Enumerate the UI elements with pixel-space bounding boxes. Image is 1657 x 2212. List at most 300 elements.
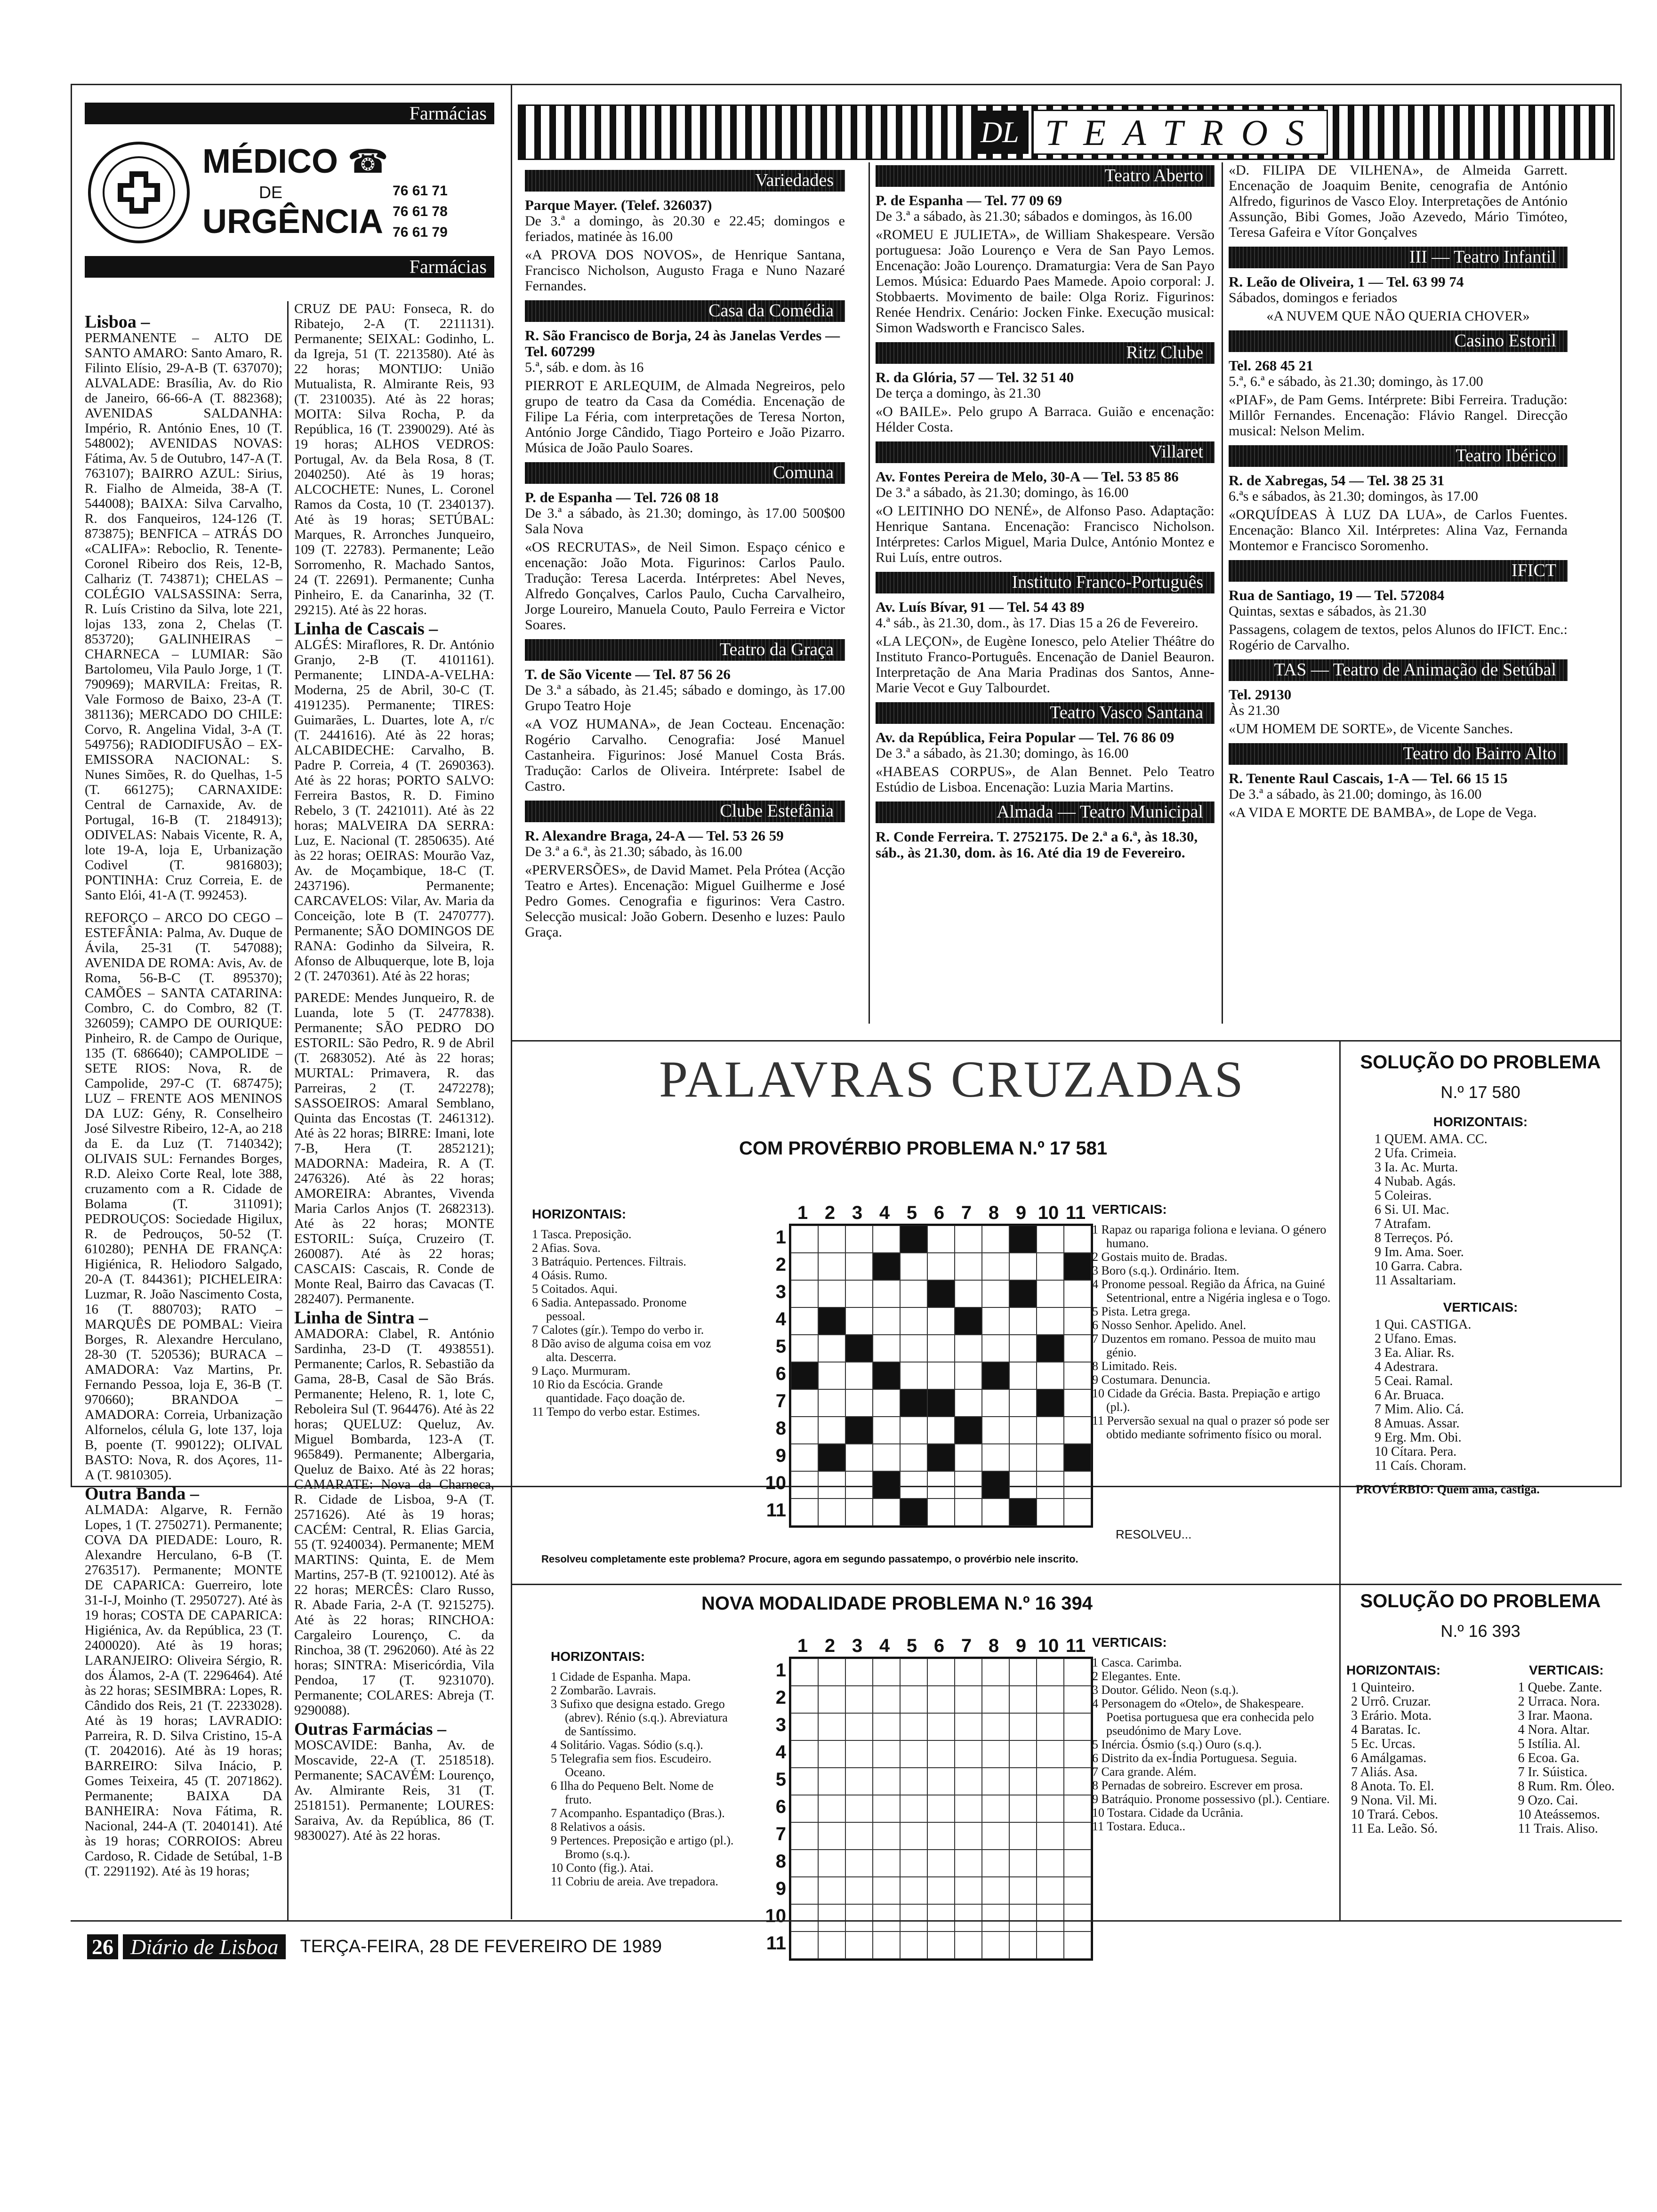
grid-cell[interactable] [982, 1444, 1009, 1471]
grid-cell[interactable] [1064, 1904, 1091, 1931]
problem-subtitle: NOVA MODALIDADE PROBLEMA N.º 16 394 [701, 1593, 1093, 1614]
grid-cell[interactable] [982, 1713, 1009, 1740]
grid-cell[interactable] [927, 1740, 955, 1768]
grid-cell[interactable] [845, 1768, 873, 1795]
grid-cell[interactable] [900, 1417, 927, 1444]
grid-cell[interactable] [927, 1850, 955, 1877]
grid-cell[interactable] [900, 1389, 927, 1417]
grid-cell[interactable] [845, 1686, 873, 1713]
grid-cell[interactable] [982, 1280, 1009, 1307]
grid-cell[interactable] [845, 1389, 873, 1417]
grid-cell[interactable] [845, 1931, 873, 1959]
grid-cell[interactable] [955, 1280, 982, 1307]
grid-cell[interactable] [900, 1877, 927, 1904]
grid-cell[interactable] [1009, 1850, 1037, 1877]
grid-cell[interactable] [900, 1280, 927, 1307]
grid-cell[interactable] [1037, 1795, 1064, 1822]
grid-cell[interactable] [927, 1389, 955, 1417]
grid-cell[interactable] [982, 1686, 1009, 1713]
grid-cell[interactable] [791, 1659, 818, 1686]
grid-cell[interactable] [982, 1740, 1009, 1768]
grid-cell[interactable] [818, 1499, 845, 1526]
grid-cell[interactable] [955, 1307, 982, 1335]
grid-cell[interactable] [900, 1713, 927, 1740]
grid-cell[interactable] [1064, 1253, 1091, 1280]
grid-cell[interactable] [955, 1417, 982, 1444]
grid-cell[interactable] [900, 1307, 927, 1335]
verticais-label: VERTICAIS: [1092, 1202, 1167, 1217]
solution-entry: 4 Nora. Altar. [1518, 1723, 1590, 1737]
column-number: 1 [797, 1635, 808, 1656]
grid-cell[interactable] [873, 1335, 900, 1362]
grid-cell[interactable] [873, 1389, 900, 1417]
grid-cell[interactable] [1037, 1253, 1064, 1280]
grid-cell[interactable] [900, 1768, 927, 1795]
grid-cell[interactable] [982, 1307, 1009, 1335]
grid-cell[interactable] [818, 1768, 845, 1795]
grid-cell[interactable] [873, 1795, 900, 1822]
cross1-grid [763, 1202, 1093, 1528]
grid-cell[interactable] [1064, 1850, 1091, 1877]
grid-cell[interactable] [818, 1822, 845, 1850]
grid-cell[interactable] [845, 1795, 873, 1822]
grid-cell[interactable] [1037, 1417, 1064, 1444]
grid-cell[interactable] [873, 1444, 900, 1471]
grid-cell[interactable] [900, 1226, 927, 1253]
grid-cell[interactable] [1064, 1280, 1091, 1307]
theatre-name-bar: Ritz Clube [876, 342, 1215, 364]
grid-cell[interactable] [982, 1904, 1009, 1931]
grid-cell[interactable] [845, 1877, 873, 1904]
grid-cell[interactable] [791, 1850, 818, 1877]
grid-cell[interactable] [900, 1659, 927, 1686]
grid-cell[interactable] [873, 1471, 900, 1499]
grid-cell[interactable] [1009, 1686, 1037, 1713]
grid-cell[interactable] [791, 1389, 818, 1417]
grid-cell[interactable] [791, 1280, 818, 1307]
grid-cell[interactable] [982, 1389, 1009, 1417]
grid-cell[interactable] [791, 1226, 818, 1253]
grid-cell[interactable] [1009, 1768, 1037, 1795]
grid-cell[interactable] [955, 1713, 982, 1740]
grid-cell[interactable] [873, 1904, 900, 1931]
clue: 1 Cidade de Espanha. Mapa. [551, 1670, 691, 1683]
grid-cell[interactable] [900, 1444, 927, 1471]
theatre-name-bar: III — Teatro Infantil [1229, 247, 1568, 268]
column-number: 7 [961, 1635, 972, 1656]
theatre-address: R. Leão de Oliveira, 1 — Tel. 63 99 74 [1229, 273, 1464, 290]
grid-cell[interactable] [927, 1471, 955, 1499]
theatre-show: «ROMEU E JULIETA», de William Shakespeare. Versão portuguesa: João Lourenço e Vera de San Payo Lemos. Encenação: João Lourenço. Dramaturgia: Vera de San Payo Lemos. Música: Eduardo Paes Mamede. Apoio corporal: J. Stobbaerts. Movimento de baile: Olga Roriz. Figurinos: Renée Hendrix. Cenário: Jocken Finke. Execução musical: Simon Wadsworth e Francisco Sales. [876, 227, 1215, 336]
grid-cell[interactable] [1064, 1877, 1091, 1904]
grid-cell[interactable] [873, 1307, 900, 1335]
theatre-show: «O BAILE». Pelo grupo A Barraca. Guião e encenação: Hélder Costa. [876, 404, 1215, 435]
theatre-schedule: Quintas, sextas e sábados, às 21.30 [1229, 603, 1426, 619]
clue: 3 Doutor. Gélido. Neon (s.q.). [1092, 1683, 1239, 1697]
clue: 3 Boro (s.q.). Ordinário. Item. [1092, 1264, 1239, 1277]
grid-cell[interactable] [1064, 1931, 1091, 1959]
grid-cell[interactable] [845, 1417, 873, 1444]
grid-cell[interactable] [1064, 1659, 1091, 1686]
grid-cell[interactable] [927, 1417, 955, 1444]
grid-cell[interactable] [791, 1904, 818, 1931]
solution-entry: 1 Quebe. Zante. [1518, 1680, 1602, 1695]
grid-cell[interactable] [791, 1253, 818, 1280]
clue: 6 Ilha do Pequeno Belt. Nome de fruto. [551, 1779, 714, 1806]
grid-cell[interactable] [1037, 1768, 1064, 1795]
grid-cell[interactable] [1009, 1877, 1037, 1904]
grid-cell[interactable] [845, 1499, 873, 1526]
grid-cell[interactable] [818, 1877, 845, 1904]
grid-cell[interactable] [845, 1335, 873, 1362]
grid-cell[interactable] [845, 1713, 873, 1740]
row-number: 11 [766, 1933, 786, 1954]
urgencia-label: URGÊNCIA [202, 203, 384, 240]
grid-cell[interactable] [845, 1659, 873, 1686]
grid-cell[interactable] [873, 1822, 900, 1850]
grid-cell[interactable] [1009, 1659, 1037, 1686]
grid-cell[interactable] [927, 1307, 955, 1335]
column-number: 10 [1038, 1635, 1059, 1656]
clue: 10 Rio da Escócia. Grande quantidade. Faço doação de. [532, 1378, 685, 1405]
grid-cell[interactable] [1064, 1471, 1091, 1499]
solution-entry: 3 Erário. Mota. [1351, 1708, 1432, 1723]
teatros-col-c [1229, 162, 1568, 1024]
grid-cell[interactable] [1037, 1335, 1064, 1362]
grid-cell[interactable] [791, 1444, 818, 1471]
grid-cell[interactable] [791, 1307, 818, 1335]
grid-cell[interactable] [791, 1417, 818, 1444]
grid-cell[interactable] [1037, 1850, 1064, 1877]
grid-cell[interactable] [927, 1226, 955, 1253]
grid-cell[interactable] [1037, 1931, 1064, 1959]
grid-cell[interactable] [1064, 1768, 1091, 1795]
grid-cell[interactable] [955, 1795, 982, 1822]
grid-cell[interactable] [845, 1471, 873, 1499]
grid-cell[interactable] [873, 1280, 900, 1307]
grid-cell[interactable] [1064, 1417, 1091, 1444]
region-heading: Outras Farmácias – [294, 1719, 446, 1739]
grid-cell[interactable] [1037, 1280, 1064, 1307]
grid-cell[interactable] [818, 1931, 845, 1959]
grid-cell[interactable] [900, 1471, 927, 1499]
grid-cell[interactable] [1064, 1389, 1091, 1417]
grid-cell[interactable] [1037, 1740, 1064, 1768]
grid-cell[interactable] [1009, 1822, 1037, 1850]
grid-cell[interactable] [927, 1499, 955, 1526]
grid-cell[interactable] [900, 1850, 927, 1877]
grid-cell[interactable] [845, 1280, 873, 1307]
grid-cell[interactable] [1037, 1686, 1064, 1713]
grid-cell[interactable] [955, 1389, 982, 1417]
grid-cell[interactable] [955, 1768, 982, 1795]
pharmacy-list: AMADORA: Clabel, R. António Sardinha, 23-D (T. 4938551). Permanente; Carlos, R. Sebastião da Gama, 28-B, Casal de São Brás. Permanente; Heleno, R. 1, lote C, Reboleira Sul (T. 964476). Até às 22 horas; QUELUZ: Queluz, Av. Miguel Bombarda, 123-A (T. 965849). Permanente; Albergaria, Queluz de Baixo. Até às 22 horas; CAMARATE: Nova da Charneca, R. Cidade de Lisboa, 9-A (T. 2571626). Até às 19 horas; CACÉM: Central, R. Elias Garcia, 55 (T. 9240034). Permanente; MEM MARTINS: Quinta, E. de Mem Martins, 257-B (T. 9210012). Até às 22 horas; MERCÊS: Claro Russo, R. Abade Faria, 2-A (T. 9215275). Até às 22 horas; RINCHOA: Cargaleiro Lourenço, C. da Rinchoa, 38 (T. 2962060). Até às 22 horas; SINTRA: Misericórdia, Vila Pendoa, 17 (T. 9231070). Permanente; COLARES: Abreja (T. 9290088). [294, 1326, 494, 1718]
grid-cell[interactable] [955, 1226, 982, 1253]
grid-cell[interactable] [1009, 1280, 1037, 1307]
grid-cell[interactable] [791, 1686, 818, 1713]
grid-cell[interactable] [845, 1253, 873, 1280]
grid-cell[interactable] [927, 1795, 955, 1822]
grid-cell[interactable] [982, 1362, 1009, 1389]
grid-cell[interactable] [1009, 1226, 1037, 1253]
grid-cell[interactable] [1064, 1335, 1091, 1362]
grid-cell[interactable] [955, 1686, 982, 1713]
grid-cell[interactable] [1064, 1307, 1091, 1335]
grid-cell[interactable] [927, 1713, 955, 1740]
grid-cell[interactable] [982, 1659, 1009, 1686]
grid-cell[interactable] [818, 1417, 845, 1444]
grid-cell[interactable] [818, 1740, 845, 1768]
grid-cell[interactable] [818, 1659, 845, 1686]
issue-date: TERÇA-FEIRA, 28 DE FEVEREIRO DE 1989 [300, 1937, 662, 1956]
clue: 5 Inércia. Ósmio (s.q.) Ouro (s.q.). [1092, 1738, 1262, 1751]
grid-cell[interactable] [791, 1877, 818, 1904]
grid-cell[interactable] [818, 1686, 845, 1713]
grid-cell[interactable] [1009, 1417, 1037, 1444]
grid-cell[interactable] [927, 1444, 955, 1471]
column-number: 6 [933, 1635, 945, 1656]
grid-cell[interactable] [982, 1931, 1009, 1959]
grid-cell[interactable] [845, 1740, 873, 1768]
grid-cell[interactable] [955, 1659, 982, 1686]
grid-cell[interactable] [818, 1280, 845, 1307]
grid-cell[interactable] [1037, 1226, 1064, 1253]
grid-cell[interactable] [900, 1499, 927, 1526]
grid-cell[interactable] [927, 1335, 955, 1362]
grid-cell[interactable] [791, 1362, 818, 1389]
grid-cell[interactable] [818, 1904, 845, 1931]
grid-cell[interactable] [873, 1850, 900, 1877]
grid-cell[interactable] [1009, 1253, 1037, 1280]
grid-cell[interactable] [845, 1226, 873, 1253]
grid-cell[interactable] [818, 1307, 845, 1335]
grid-cell[interactable] [873, 1417, 900, 1444]
solution-entry: 8 Rum. Rm. Óleo. [1518, 1779, 1615, 1794]
grid-cell[interactable] [1009, 1444, 1037, 1471]
grid-cell[interactable] [873, 1877, 900, 1904]
grid-cell[interactable] [982, 1226, 1009, 1253]
grid-cell[interactable] [791, 1713, 818, 1740]
grid-cell[interactable] [982, 1822, 1009, 1850]
phone-number: 76 61 79 [393, 224, 448, 240]
grid-cell[interactable] [1064, 1686, 1091, 1713]
row-number: 2 [775, 1254, 786, 1275]
grid-cell[interactable] [818, 1471, 845, 1499]
grid-cell[interactable] [955, 1931, 982, 1959]
pharmacy-list: PERMANENTE – ALTO DE SANTO AMARO: Santo Amaro, R. Filinto Elísio, 29-A-B (T. 637070); ALVALADE: Brasília, Av. do Rio de Janeiro, 66-66-A (T. 882368); AVENIDAS SALDANHA: Império, R. António Enes, 10 (T. 548002); AVENIDAS NOVAS: Fátima, Av. 5 de Outubro, 147-A (T. 763107); BAIRRO AZUL: Sirius, R. Fialho de Almeida, 38-A (T. 544008); BAIXA: Silva Carvalho, R. dos Fanqueiros, 124-126 (T. 873875); BENFICA – ATRÁS DO «CALIFA»: Reboclio, R. Tenente-Coronel Ribeiro dos Reis, 12-B, Calhariz (T. 743871); CHELAS – COLÉGIO VALSASSINA: Serra, R. Luís Cristino da Silva, lote 221, lojas 133, zona 2, Chelas (T. 853720); GALINHEIRAS – CHARNECA – LUMIAR: São Bartolomeu, Vila Paulo Jorge, 1 (T. 790969); MARVILA: Freitas, R. Vale Formoso de Baixo, 23-A (T. 381136); MERCADO DO CHILE: Corvo, R. Angelina Vidal, 3-A (T. 549756); RADIODIFUSÃO – EX-EMISSORA NACIONAL: S. Nunes Simões, R. do Quelhas, 1-5 (T. 661275); CARNAXIDE: Central de Carnaxide, Av. de Portugal, 16-B (T. 2184913); ODIVELAS: Nabais Vicente, R. A, lote 19-A, loja E, Urbanização Codivel (T. 9816803); PONTINHA: Cruz Correia, E. de Santo Elói, 41-A (T. 992453). [85, 330, 282, 903]
clue: 8 Dão aviso de alguma coisa em voz alta. Descerra. [532, 1337, 711, 1364]
grid-cell[interactable] [818, 1713, 845, 1740]
theatre-address: T. de São Vicente — Tel. 87 56 26 [525, 666, 731, 682]
theatre-schedule: 4.ª sáb., às 21.30, dom., às 17. Dias 15 a 26 de Fevereiro. [876, 615, 1199, 631]
clue: 1 Rapaz ou rapariga foliona e leviana. O género humano. [1092, 1223, 1327, 1250]
grid-cell[interactable] [982, 1768, 1009, 1795]
grid-cell[interactable] [927, 1877, 955, 1904]
grid-cell[interactable] [982, 1877, 1009, 1904]
grid-cell[interactable] [927, 1280, 955, 1307]
grid-cell[interactable] [1009, 1713, 1037, 1740]
row-number: 1 [775, 1660, 786, 1681]
grid-cell[interactable] [1009, 1389, 1037, 1417]
grid-cell[interactable] [845, 1444, 873, 1471]
grid-cell[interactable] [791, 1471, 818, 1499]
grid-cell[interactable] [1064, 1499, 1091, 1526]
grid-cell[interactable] [1009, 1307, 1037, 1335]
grid-cell[interactable] [900, 1686, 927, 1713]
grid-cell[interactable] [873, 1659, 900, 1686]
grid-cell[interactable] [1037, 1471, 1064, 1499]
grid-cell[interactable] [818, 1850, 845, 1877]
grid-cell[interactable] [927, 1253, 955, 1280]
grid-cell[interactable] [1009, 1904, 1037, 1931]
solution-entry: 5 Ceai. Ramal. [1375, 1374, 1453, 1388]
grid-cell[interactable] [873, 1253, 900, 1280]
grid-cell[interactable] [845, 1850, 873, 1877]
grid-cell[interactable] [955, 1850, 982, 1877]
grid-cell[interactable] [900, 1740, 927, 1768]
grid-cell[interactable] [873, 1499, 900, 1526]
grid-cell[interactable] [1009, 1471, 1037, 1499]
grid-cell[interactable] [955, 1444, 982, 1471]
grid-cell[interactable] [927, 1686, 955, 1713]
clue: 11 Perversão sexual na qual o prazer só pode ser obtido mediante sofrimento físico ou moral. [1092, 1414, 1329, 1441]
grid-cell[interactable] [955, 1471, 982, 1499]
grid-cell[interactable] [873, 1768, 900, 1795]
grid-cell[interactable] [955, 1822, 982, 1850]
theatre-schedule: De 3.ª a sábado, às 21.30; domingo, às 16.00 [876, 485, 1129, 500]
grid-cell[interactable] [955, 1877, 982, 1904]
phone-number: 76 61 78 [393, 204, 448, 219]
grid-cell[interactable] [845, 1362, 873, 1389]
grid-cell[interactable] [1064, 1362, 1091, 1389]
theatre-name-bar: Teatro do Bairro Alto [1229, 743, 1568, 765]
grid-cell[interactable] [927, 1659, 955, 1686]
grid-cell[interactable] [900, 1335, 927, 1362]
grid-cell[interactable] [927, 1768, 955, 1795]
grid-cell[interactable] [791, 1499, 818, 1526]
grid-cell[interactable] [1037, 1822, 1064, 1850]
grid-cell[interactable] [900, 1362, 927, 1389]
theatre-schedule: 6.ªs e sábados, às 21.30; domingos, às 17.00 [1229, 489, 1478, 504]
grid-cell[interactable] [1037, 1389, 1064, 1417]
grid-cell[interactable] [955, 1740, 982, 1768]
grid-cell[interactable] [1037, 1713, 1064, 1740]
grid-cell[interactable] [900, 1931, 927, 1959]
grid-cell[interactable] [1009, 1362, 1037, 1389]
grid-cell[interactable] [845, 1822, 873, 1850]
page-footer [87, 1934, 662, 1959]
clue: 8 Relativos a oásis. [551, 1820, 645, 1834]
grid-cell[interactable] [818, 1253, 845, 1280]
grid-cell[interactable] [818, 1389, 845, 1417]
grid-cell[interactable] [1037, 1904, 1064, 1931]
grid-cell[interactable] [982, 1335, 1009, 1362]
grid-cell[interactable] [873, 1713, 900, 1740]
grid-cell[interactable] [1064, 1795, 1091, 1822]
grid-cell[interactable] [982, 1253, 1009, 1280]
grid-cell[interactable] [818, 1362, 845, 1389]
grid-cell[interactable] [873, 1686, 900, 1713]
grid-cell[interactable] [982, 1499, 1009, 1526]
column-number: 1 [797, 1202, 808, 1223]
grid-cell[interactable] [1037, 1307, 1064, 1335]
clue: 2 Gostais muito de. Bradas. [1092, 1250, 1228, 1264]
grid-cell[interactable] [955, 1362, 982, 1389]
grid-cell[interactable] [955, 1499, 982, 1526]
grid-cell[interactable] [818, 1444, 845, 1471]
grid-cell[interactable] [845, 1904, 873, 1931]
grid-cell[interactable] [1037, 1499, 1064, 1526]
grid-cell[interactable] [791, 1822, 818, 1850]
clue: 7 Duzentos em romano. Pessoa de muito mau génio. [1092, 1332, 1316, 1359]
theatre-show: «PIAF», de Pam Gems. Intérprete: Bibi Ferreira. Tradução: Millôr Fernandes. Encenação: Flávio Rangel. Direcção musical: Nelson Melim. [1229, 392, 1568, 439]
grid-cell[interactable] [927, 1822, 955, 1850]
column-divider [1222, 162, 1223, 1024]
grid-cell[interactable] [1064, 1822, 1091, 1850]
grid-cell[interactable] [1064, 1444, 1091, 1471]
region-heading: Lisboa – [85, 312, 150, 332]
grid-cell[interactable] [982, 1417, 1009, 1444]
grid-cell[interactable] [955, 1904, 982, 1931]
grid-cell[interactable] [791, 1795, 818, 1822]
grid-cell[interactable] [1009, 1795, 1037, 1822]
grid-cell[interactable] [955, 1253, 982, 1280]
grid-cell[interactable] [1064, 1226, 1091, 1253]
grid-cell[interactable] [791, 1740, 818, 1768]
grid-cell[interactable] [1009, 1499, 1037, 1526]
grid-cell[interactable] [845, 1307, 873, 1335]
grid-cell[interactable] [873, 1931, 900, 1959]
grid-cell[interactable] [1064, 1740, 1091, 1768]
grid-cell[interactable] [1037, 1362, 1064, 1389]
column-number: 5 [906, 1635, 917, 1656]
grid-cell[interactable] [955, 1335, 982, 1362]
grid-cell[interactable] [818, 1226, 845, 1253]
grid-cell[interactable] [873, 1226, 900, 1253]
grid-cell[interactable] [818, 1795, 845, 1822]
grid-cell[interactable] [1009, 1931, 1037, 1959]
theatre-address: R. da Glória, 57 — Tel. 32 51 40 [876, 369, 1074, 385]
grid-cell[interactable] [791, 1768, 818, 1795]
grid-cell[interactable] [900, 1795, 927, 1822]
solution-entry: 9 Nona. Vil. Mi. [1351, 1793, 1437, 1808]
grid-cell[interactable] [818, 1335, 845, 1362]
grid-cell[interactable] [900, 1822, 927, 1850]
grid-cell[interactable] [1064, 1713, 1091, 1740]
grid-cell[interactable] [927, 1362, 955, 1389]
grid-cell[interactable] [1009, 1335, 1037, 1362]
grid-cell[interactable] [900, 1253, 927, 1280]
grid-cell[interactable] [982, 1795, 1009, 1822]
grid-cell[interactable] [982, 1471, 1009, 1499]
teatros-col-a [525, 167, 845, 1024]
grid-cell[interactable] [791, 1931, 818, 1959]
grid-cell[interactable] [982, 1850, 1009, 1877]
grid-cell[interactable] [873, 1740, 900, 1768]
column-number: 4 [879, 1202, 890, 1223]
grid-cell[interactable] [1037, 1877, 1064, 1904]
grid-cell[interactable] [1009, 1740, 1037, 1768]
grid-cell[interactable] [927, 1931, 955, 1959]
grid-cell[interactable] [1037, 1444, 1064, 1471]
grid-cell[interactable] [791, 1335, 818, 1362]
grid-cell[interactable] [900, 1904, 927, 1931]
grid-cell[interactable] [873, 1362, 900, 1389]
grid-cell[interactable] [927, 1904, 955, 1931]
theatre-show: PIERROT E ARLEQUIM, de Almada Negreiros, pelo grupo de teatro da Casa da Comédia. Encenação de Filipe La Féria, com interpretações de Teresa Norton, António Jorge Cândido, Tiago Porteiro e João Pizarro. Música de João Paulo Soares. [525, 378, 845, 456]
column-number: 9 [1015, 1202, 1027, 1223]
grid-cell[interactable] [1037, 1659, 1064, 1686]
